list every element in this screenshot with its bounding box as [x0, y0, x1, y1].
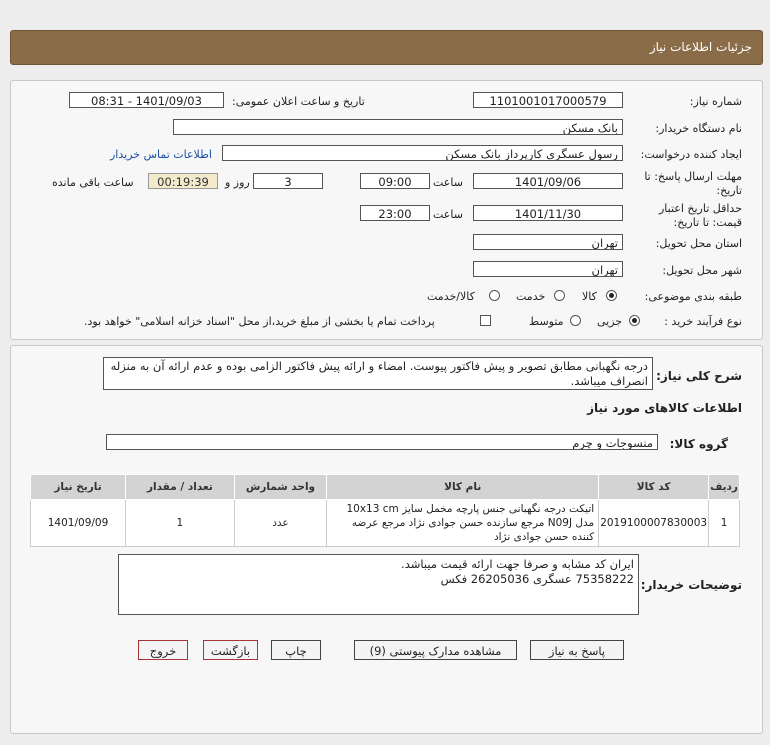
need-number-label: شماره نیاز:	[689, 95, 742, 108]
category-goods-radio[interactable]	[606, 290, 617, 301]
page-title: جزئیات اطلاعات نیاز	[649, 40, 752, 54]
category-goods-label: کالا	[582, 290, 597, 303]
reply-button[interactable]: پاسخ به نیاز	[530, 640, 624, 660]
back-button[interactable]: بازگشت	[203, 640, 258, 660]
city-field: تهران	[473, 261, 623, 277]
category-goods-service-radio[interactable]	[489, 290, 500, 301]
exit-button[interactable]: خروج	[138, 640, 188, 660]
description-label: شرح کلی نیاز:	[656, 369, 742, 383]
validity-label-2: قیمت: تا تاریخ:	[673, 216, 742, 229]
category-service-radio[interactable]	[554, 290, 565, 301]
province-label: استان محل تحویل:	[655, 237, 742, 250]
contact-info-link[interactable]: اطلاعات تماس خریدار	[110, 148, 212, 161]
cell-unit: عدد	[234, 500, 327, 547]
treasury-payment-checkbox[interactable]	[480, 315, 491, 326]
buyer-org-label: نام دستگاه خریدار:	[655, 122, 742, 135]
cell-date: 1401/09/09	[31, 500, 126, 547]
category-service-label: خدمت	[516, 290, 546, 303]
process-medium-radio[interactable]	[570, 315, 581, 326]
buyer-notes-line2: 75358222 عسگری 26205036 فکس	[440, 572, 634, 586]
print-button[interactable]: چاپ	[271, 640, 321, 660]
cell-row: 1	[709, 500, 740, 547]
validity-date-field: 1401/11/30	[473, 205, 623, 221]
validity-time-field: 23:00	[360, 205, 430, 221]
deadline-label-2: تاریخ:	[716, 184, 742, 197]
category-goods-service-label: کالا/خدمت	[427, 290, 475, 303]
process-minor-label: جزیی	[597, 315, 623, 328]
buyer-org-field: بانک مسکن	[173, 119, 623, 135]
col-code: کد کالا	[599, 475, 709, 500]
deadline-label: مهلت ارسال پاسخ: تا	[644, 170, 742, 183]
remaining-label: ساعت باقی مانده	[52, 176, 134, 189]
cell-code: 2019100007830003	[599, 500, 709, 547]
col-unit: واحد شمارش	[234, 475, 327, 500]
days-field: 3	[253, 173, 323, 189]
treasury-payment-note: پرداخت تمام یا بخشی از مبلغ خرید،از محل "اسناد خزانه اسلامی" خواهد بود.	[84, 315, 435, 328]
announce-label: تاریخ و ساعت اعلان عمومی:	[232, 95, 365, 108]
table-header-row	[31, 475, 740, 500]
goods-group-field: منسوجات و چرم	[106, 434, 658, 450]
buyer-notes-box	[118, 554, 639, 615]
view-attachments-button[interactable]: مشاهده مدارک پیوستی (9)	[354, 640, 517, 660]
validity-label: حداقل تاریخ اعتبار	[658, 202, 742, 215]
goods-table	[30, 474, 740, 547]
days-label: روز و	[225, 176, 250, 189]
creator-label: ایجاد کننده درخواست:	[640, 148, 742, 161]
page-header	[10, 30, 763, 65]
col-qty: تعداد / مقدار	[126, 475, 235, 500]
province-field: تهران	[473, 234, 623, 250]
creator-field: رسول عسگری کارپرداز بانک مسکن	[222, 145, 623, 161]
buyer-notes-label: توضیحات خریدار:	[640, 578, 742, 592]
table-row	[31, 500, 740, 547]
deadline-time-field: 09:00	[360, 173, 430, 189]
need-number-field: 1101001017000579	[473, 92, 623, 108]
deadline-time-label: ساعت	[433, 176, 463, 189]
deadline-date-field: 1401/09/06	[473, 173, 623, 189]
cell-qty: 1	[126, 500, 235, 547]
process-medium-label: متوسط	[529, 315, 564, 328]
validity-time-label: ساعت	[433, 208, 463, 221]
announce-field: 1401/09/03 - 08:31	[69, 92, 224, 108]
process-label: نوع فرآیند خرید :	[664, 315, 742, 328]
city-label: شهر محل تحویل:	[662, 264, 742, 277]
description-text: درجه نگهبانی مطابق تصویر و پیش فاکتور پیوست. امضاء و ارائه پیش فاکتور الزامی بوده و عدم ارائه آن به منزله انصراف میباشد.	[103, 357, 653, 390]
category-label: طبقه بندی موضوعی:	[644, 290, 742, 303]
buyer-notes-line1: ایران کد مشابه و صرفا جهت ارائه قیمت میباشد.	[401, 557, 634, 571]
goods-section-title: اطلاعات کالاهای مورد نیاز	[587, 401, 742, 415]
col-row: ردیف	[709, 475, 740, 500]
remaining-timer: 00:19:39	[148, 173, 218, 189]
goods-group-label: گروه کالا:	[669, 437, 728, 451]
cell-name: اتیکت درجه نگهبانی جنس پارچه مخمل سایز 10x13 cm مدل N09J مرجع سازنده حسن جوادی نژاد مرجع عرضه کننده حسن جوادی نژاد	[327, 500, 599, 547]
col-date: تاریخ نیاز	[31, 475, 126, 500]
col-name: نام کالا	[327, 475, 599, 500]
process-minor-radio[interactable]	[629, 315, 640, 326]
